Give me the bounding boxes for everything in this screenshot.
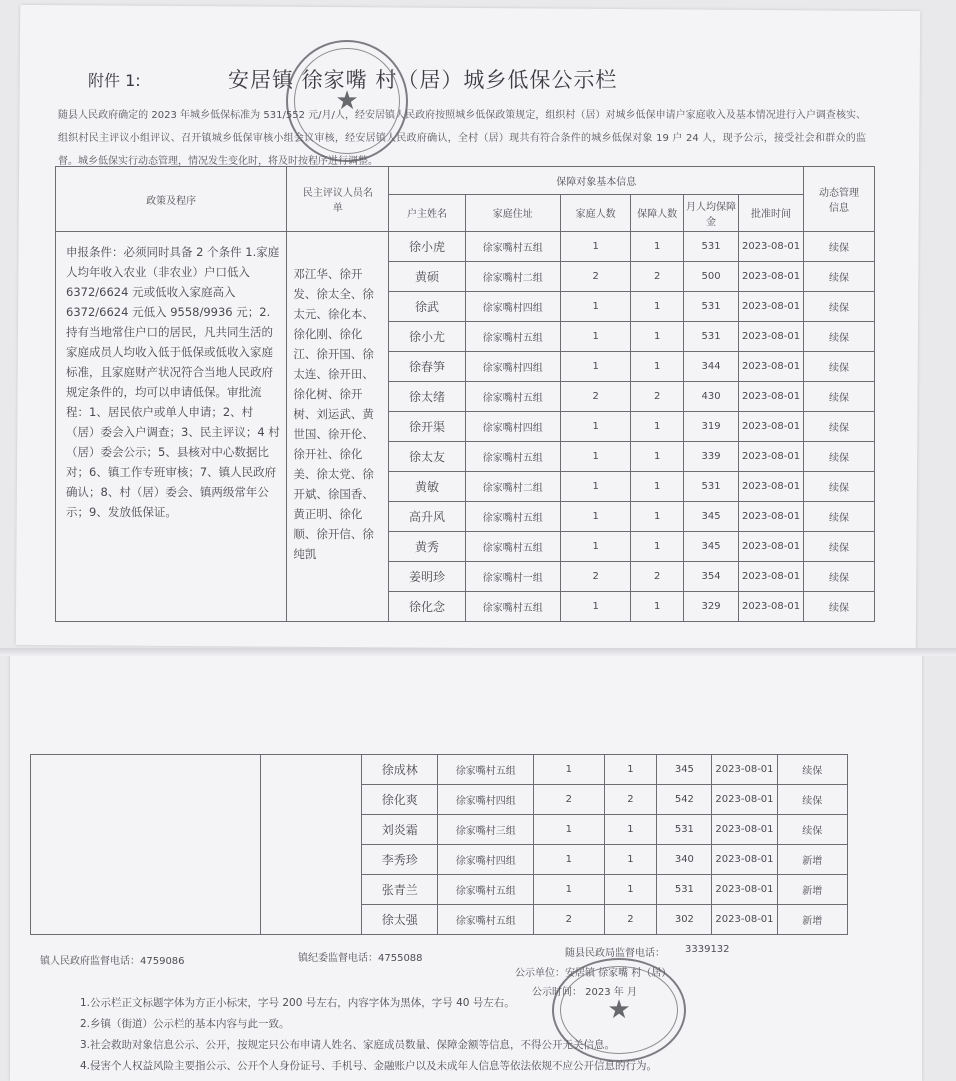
subheader-4: 月人均保障金	[684, 194, 739, 231]
cell-name: 徐春笋	[389, 352, 465, 382]
cell-status: 新增	[777, 845, 847, 875]
cell-name: 黄硕	[389, 262, 465, 292]
cell-status: 续保	[804, 232, 875, 262]
cell-name: 黄敏	[389, 472, 465, 502]
cell-amount: 531	[684, 322, 739, 352]
cell-family: 2	[561, 382, 631, 412]
cell-amount: 345	[657, 755, 712, 785]
cell-status: 新增	[777, 905, 847, 935]
cell-name: 徐化爽	[362, 785, 438, 815]
cell-amount: 345	[684, 502, 739, 532]
cell-date: 2023-08-01	[739, 562, 804, 592]
subheader-3: 保障人数	[631, 194, 684, 231]
town-gov-phone: 镇人民政府监督电话：4759086	[40, 956, 185, 967]
cell-status: 续保	[804, 442, 875, 472]
cell-status: 续保	[804, 292, 875, 322]
reviewer-cell-empty	[260, 755, 361, 935]
cell-date: 2023-08-01	[712, 815, 777, 845]
cell-address: 徐家嘴村五组	[465, 382, 560, 412]
cell-date: 2023-08-01	[739, 412, 804, 442]
cell-covered: 2	[631, 262, 684, 292]
note-item: 3.社会救助对象信息公示、公开，按规定只公布申请人姓名、家庭成员数量、保障金额等信息，不得公开无关信息。	[80, 1039, 616, 1051]
cell-family: 1	[561, 292, 631, 322]
cell-status: 续保	[777, 755, 847, 785]
cell-address: 徐家嘴村五组	[465, 502, 560, 532]
cell-status: 续保	[804, 472, 875, 502]
cell-address: 徐家嘴村四组	[438, 785, 534, 815]
cell-address: 徐家嘴村四组	[465, 352, 560, 382]
cell-status: 续保	[804, 502, 875, 532]
cell-address: 徐家嘴村五组	[438, 875, 534, 905]
cell-date: 2023-08-01	[739, 262, 804, 292]
cell-address: 徐家嘴村五组	[465, 442, 560, 472]
cell-date: 2023-08-01	[712, 785, 777, 815]
cell-covered: 1	[631, 592, 684, 622]
cell-address: 徐家嘴村二组	[465, 472, 560, 502]
cell-address: 徐家嘴村二组	[465, 262, 560, 292]
cell-amount: 302	[657, 905, 712, 935]
cell-name: 徐开渠	[389, 412, 465, 442]
cell-amount: 542	[657, 785, 712, 815]
cell-address: 徐家嘴村四组	[438, 845, 534, 875]
cell-covered: 2	[604, 785, 657, 815]
cell-name: 徐太强	[362, 905, 438, 935]
cell-family: 1	[561, 472, 631, 502]
cell-address: 徐家嘴村四组	[465, 292, 560, 322]
cell-status: 续保	[777, 785, 847, 815]
cell-address: 徐家嘴村五组	[438, 905, 534, 935]
cell-amount: 531	[657, 875, 712, 905]
assistance-table	[55, 166, 875, 622]
note-item: 1.公示栏正文标题字体为方正小标宋，字号 200 号左右，内容字体为黑体，字号 40 号左右。	[80, 997, 515, 1009]
cell-name: 李秀珍	[362, 845, 438, 875]
cell-status: 续保	[804, 562, 875, 592]
cell-address: 徐家嘴村一组	[465, 562, 560, 592]
subheader-1: 家庭住址	[465, 194, 560, 231]
publisher-unit: 公示单位：安居镇 徐家嘴 村（居）	[515, 968, 672, 979]
cell-status: 续保	[804, 532, 875, 562]
assistance-table-continued	[30, 754, 848, 935]
reviewer-names: 邓江华、徐开发、徐太全、徐太元、徐化本、徐化刚、徐化江、徐开国、徐太连、徐开田、徐化树、徐开树、刘运武、黄世国、徐开伦、徐开社、徐化美、徐太党、徐开斌、徐国香、黄正明、徐化顺、徐开信、徐纯凯	[287, 232, 389, 622]
county-civil-label: 随县民政局监督电话：	[565, 948, 665, 959]
cell-name: 徐武	[389, 292, 465, 322]
table-row	[31, 755, 848, 785]
cell-amount: 531	[684, 472, 739, 502]
cell-amount: 340	[657, 845, 712, 875]
cell-amount: 531	[657, 815, 712, 845]
official-seal-top: ★	[286, 40, 408, 162]
cell-family: 2	[561, 562, 631, 592]
cell-covered: 1	[604, 845, 657, 875]
subheader-0: 户主姓名	[389, 194, 465, 231]
attachment-label: 附件 1:	[88, 71, 141, 90]
cell-date: 2023-08-01	[712, 755, 777, 785]
note-item: 4.侵害个人权益风险主要指公示、公开个人身份证号、手机号、金融账户以及未成年人信息等依法依规不应公开信息的行为。	[80, 1060, 658, 1072]
county-civil-phone: 3339132	[685, 944, 730, 955]
cell-status: 续保	[804, 322, 875, 352]
cell-covered: 2	[631, 562, 684, 592]
cell-covered: 1	[631, 502, 684, 532]
cell-covered: 1	[631, 322, 684, 352]
cell-amount: 430	[684, 382, 739, 412]
cell-address: 徐家嘴村五组	[465, 232, 560, 262]
cell-family: 1	[561, 352, 631, 382]
cell-date: 2023-08-01	[739, 352, 804, 382]
publish-time: 公示时间： 2023 年 月	[532, 987, 637, 998]
cell-family: 1	[561, 532, 631, 562]
cell-date: 2023-08-01	[712, 905, 777, 935]
cell-family: 1	[561, 412, 631, 442]
cell-status: 续保	[804, 592, 875, 622]
cell-date: 2023-08-01	[739, 442, 804, 472]
cell-date: 2023-08-01	[739, 502, 804, 532]
header-dynamic: 动态管理信息	[804, 167, 875, 232]
table-row	[56, 232, 875, 262]
header-basic-info: 保障对象基本信息	[389, 167, 804, 195]
cell-family: 1	[534, 875, 604, 905]
cell-amount: 354	[684, 562, 739, 592]
cell-amount: 531	[684, 292, 739, 322]
cell-status: 续保	[804, 382, 875, 412]
cell-status: 续保	[777, 815, 847, 845]
cell-date: 2023-08-01	[739, 472, 804, 502]
subheader-5: 批准时间	[739, 194, 804, 231]
cell-family: 1	[561, 592, 631, 622]
cell-name: 刘炎霜	[362, 815, 438, 845]
cell-covered: 1	[631, 292, 684, 322]
cell-date: 2023-08-01	[739, 592, 804, 622]
cell-name: 徐化念	[389, 592, 465, 622]
cell-family: 2	[534, 905, 604, 935]
cell-status: 续保	[804, 352, 875, 382]
cell-status: 续保	[804, 262, 875, 292]
cell-covered: 2	[631, 382, 684, 412]
cell-covered: 1	[631, 532, 684, 562]
official-seal-bottom: ★	[552, 958, 686, 1062]
cell-status: 新增	[777, 875, 847, 905]
cell-address: 徐家嘴村五组	[465, 322, 560, 352]
cell-name: 徐小虎	[389, 232, 465, 262]
cell-address: 徐家嘴村五组	[465, 532, 560, 562]
cell-family: 1	[561, 442, 631, 472]
cell-address: 徐家嘴村五组	[465, 592, 560, 622]
cell-family: 1	[534, 755, 604, 785]
cell-amount: 500	[684, 262, 739, 292]
cell-date: 2023-08-01	[739, 292, 804, 322]
cell-address: 徐家嘴村四组	[465, 412, 560, 442]
town-discipline-phone: 镇纪委监督电话：4755088	[298, 953, 423, 964]
cell-covered: 1	[631, 352, 684, 382]
cell-name: 黄秀	[389, 532, 465, 562]
cell-family: 2	[561, 262, 631, 292]
cell-family: 1	[534, 815, 604, 845]
intro-paragraph: 随县人民政府确定的 2023 年城乡低保标准为 531/552 元/月/人，经安居镇人民政府按照城乡低保政策规定，组织村（居）对城乡低保申请户家庭收入及基本情况进行入户调查核实、组织村民主评议小组评议、召开镇城乡低保审核小组会议审核，经安居镇人民政府确认，全村（居）现共有符合条件的城乡低保对象 19 户 24 人，现予公示，接受社会和群众的监督。城乡低保实行动态管理，情况发生变化时，将及时按程序进行调整。	[58, 110, 866, 167]
cell-date: 2023-08-01	[739, 382, 804, 412]
policy-cell-empty	[31, 755, 261, 935]
cell-covered: 2	[604, 905, 657, 935]
cell-date: 2023-08-01	[712, 875, 777, 905]
cell-covered: 1	[604, 755, 657, 785]
cell-family: 1	[561, 232, 631, 262]
cell-address: 徐家嘴村五组	[438, 755, 534, 785]
cell-covered: 1	[631, 412, 684, 442]
cell-name: 徐小尤	[389, 322, 465, 352]
paper-fold	[0, 648, 956, 656]
cell-amount: 339	[684, 442, 739, 472]
cell-name: 徐太绪	[389, 382, 465, 412]
subheader-2: 家庭人数	[561, 194, 631, 231]
cell-name: 姜明珍	[389, 562, 465, 592]
cell-name: 徐成林	[362, 755, 438, 785]
cell-family: 1	[534, 845, 604, 875]
cell-covered: 1	[604, 875, 657, 905]
cell-date: 2023-08-01	[739, 232, 804, 262]
cell-date: 2023-08-01	[739, 322, 804, 352]
cell-covered: 1	[631, 232, 684, 262]
cell-amount: 344	[684, 352, 739, 382]
cell-name: 高升风	[389, 502, 465, 532]
policy-text: 申报条件：必须同时具备 2 个条件 1.家庭人均年收入农业（非农业）户口低入 6372/6624 元或低收入家庭高入 6372/6624 元低入 9558/9936 元；2. 持有当地常住户口的居民，凡共同生活的家庭成员人均收入低于低保或低收入家庭标准，且家庭财产状况符合当地人民政府规定条件的，均可以申请低保。审批流程：1、居民依户或单人申请；2、村（居）委会入户调查；3、民主评议；4 村（居）委会公示；5、县核对中心数据比对；6、镇工作专班审核；7、镇人民政府确认；8、村（居）委会、镇两级常年公示；9、发放低保证。	[56, 232, 287, 622]
cell-family: 2	[534, 785, 604, 815]
cell-amount: 345	[684, 532, 739, 562]
cell-amount: 319	[684, 412, 739, 442]
cell-family: 1	[561, 502, 631, 532]
cell-address: 徐家嘴村三组	[438, 815, 534, 845]
note-item: 2.乡镇（街道）公示栏的基本内容与此一致。	[80, 1018, 290, 1030]
cell-amount: 531	[684, 232, 739, 262]
cell-covered: 1	[604, 815, 657, 845]
cell-amount: 329	[684, 592, 739, 622]
cell-date: 2023-08-01	[712, 845, 777, 875]
page-title: 安居镇 徐家嘴 村（居）城乡低保公示栏	[228, 68, 618, 92]
header-reviewers: 民主评议人员名单	[287, 167, 389, 232]
cell-status: 续保	[804, 412, 875, 442]
cell-name: 张青兰	[362, 875, 438, 905]
cell-date: 2023-08-01	[739, 532, 804, 562]
header-policy: 政策及程序	[56, 167, 287, 232]
cell-family: 1	[561, 322, 631, 352]
cell-covered: 1	[631, 442, 684, 472]
cell-name: 徐太友	[389, 442, 465, 472]
cell-covered: 1	[631, 472, 684, 502]
